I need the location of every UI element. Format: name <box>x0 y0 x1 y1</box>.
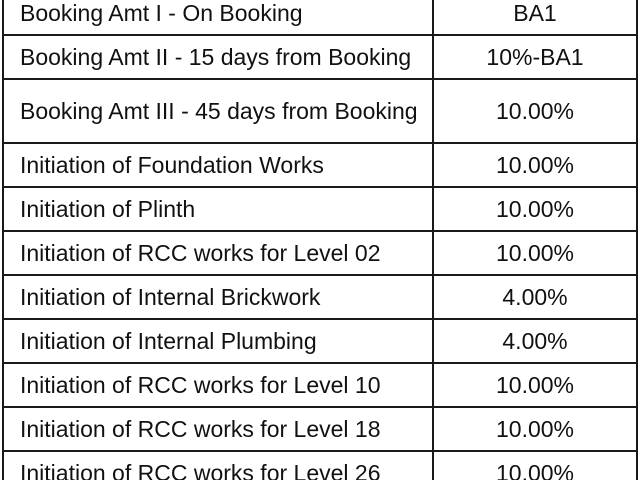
amount-cell: 10.00% <box>433 451 637 480</box>
stage-cell: Booking Amt I - On Booking <box>3 0 433 35</box>
table-row <box>3 231 637 275</box>
stage-cell: Initiation of Internal Brickwork <box>3 275 433 319</box>
table-row <box>3 35 637 79</box>
amount-cell: 10.00% <box>433 231 637 275</box>
stage-cell: Initiation of Foundation Works <box>3 143 433 187</box>
table-row <box>3 187 637 231</box>
stage-cell: Initiation of RCC works for Level 10 <box>3 363 433 407</box>
payment-schedule-table <box>2 0 638 480</box>
table-row <box>3 319 637 363</box>
amount-cell: 10%-BA1 <box>433 35 637 79</box>
stage-cell: Initiation of RCC works for Level 02 <box>3 231 433 275</box>
table-row <box>3 363 637 407</box>
stage-cell: Booking Amt II - 15 days from Booking <box>3 35 433 79</box>
table-row <box>3 0 637 35</box>
amount-cell: 4.00% <box>433 319 637 363</box>
amount-cell: 10.00% <box>433 79 637 143</box>
table-row <box>3 79 637 143</box>
stage-cell: Booking Amt III - 45 days from Booking <box>3 79 433 143</box>
amount-cell: 10.00% <box>433 143 637 187</box>
stage-cell: Initiation of Plinth <box>3 187 433 231</box>
stage-cell: Initiation of RCC works for Level 26 <box>3 451 433 480</box>
table-row <box>3 451 637 480</box>
table-row <box>3 407 637 451</box>
amount-cell: 4.00% <box>433 275 637 319</box>
table-row <box>3 143 637 187</box>
amount-cell: BA1 <box>433 0 637 35</box>
table-row <box>3 275 637 319</box>
amount-cell: 10.00% <box>433 187 637 231</box>
amount-cell: 10.00% <box>433 363 637 407</box>
stage-cell: Initiation of Internal Plumbing <box>3 319 433 363</box>
amount-cell: 10.00% <box>433 407 637 451</box>
stage-cell: Initiation of RCC works for Level 18 <box>3 407 433 451</box>
